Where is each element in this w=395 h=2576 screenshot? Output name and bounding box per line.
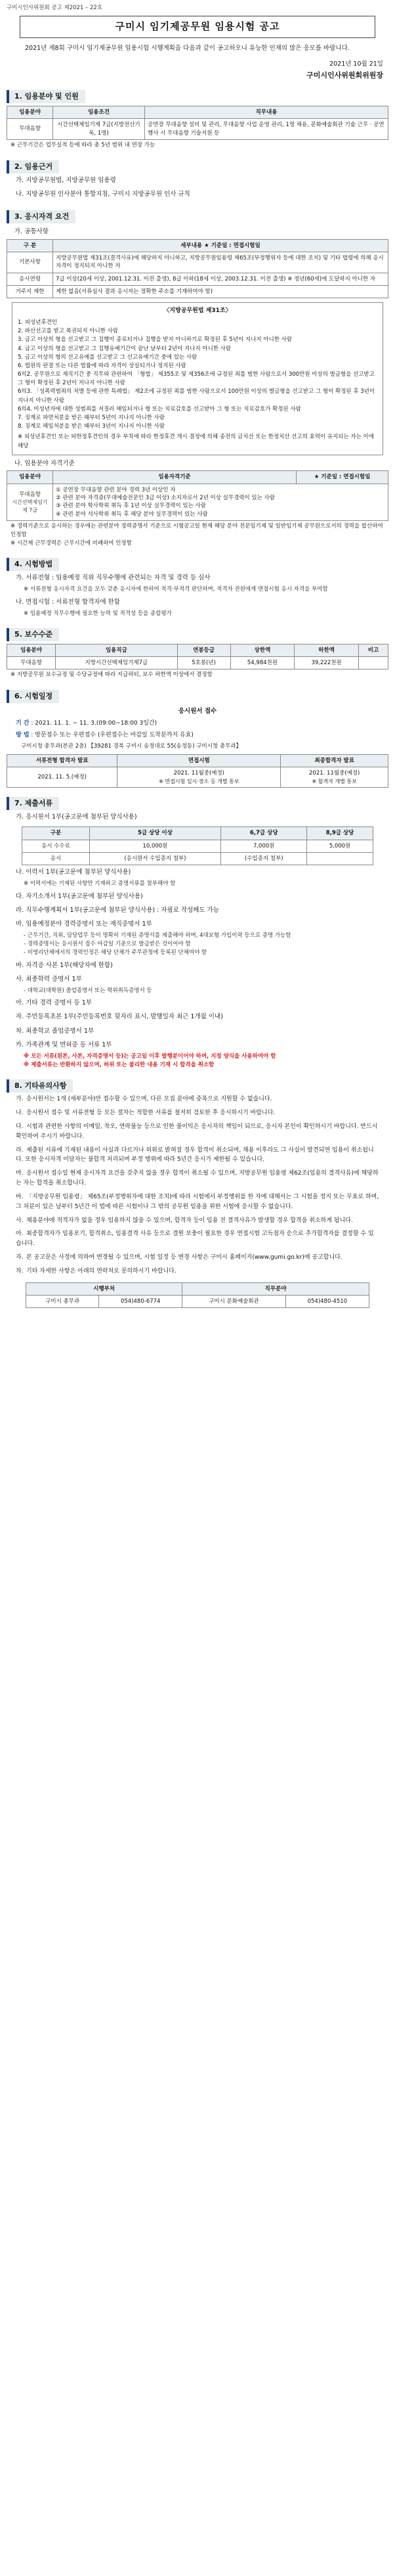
notice-index: 나. (16, 1110, 24, 1117)
table-header: 상한액 (230, 644, 295, 656)
table-cell: 5호봉(년) (177, 657, 230, 669)
exam-method-note: ※ 서류전형 응시자격 요건을 모두 갖춘 응시자에 한하여 적격·부적격 판단하며, 적격자 전원에게 면접시험 응시 자격을 부여함 (24, 586, 328, 593)
table-row (7, 119, 388, 140)
table-header: 직무분야 (182, 1282, 369, 1295)
table-row (7, 285, 388, 298)
document-item: 나. 이력서 1부(공고문에 첨부된 양식사용) (16, 869, 131, 876)
table-header: 8,9급 상당 (307, 827, 373, 840)
document-note: ※ 이력서에는 기재된 사항만 기재하고 증명서류를 첨부해야 함 (24, 880, 176, 888)
section-notices (7, 1079, 388, 1308)
intro-text: 2021년 제8회 구미시 임기제공무원 임용시험 시행계획을 다음과 같이 공고하오니 유능한 인재의 많은 응모를 바랍니다. (25, 45, 350, 53)
section-schedule (7, 690, 388, 788)
table-cell: 거주지 제한 (7, 285, 53, 298)
qualification-table (7, 470, 388, 521)
document-item: 카. 가족관계 및 면허증 등 서류 1부 (16, 1041, 112, 1049)
document-item: 차. 최종학교 졸업증명서 1부 (16, 1027, 94, 1035)
table-header: 서류전형 합격자 발표 (7, 754, 117, 767)
qualification-condition: 시간선택제임기제 7급 (12, 499, 48, 513)
table-cell: 054)480-4510 (285, 1296, 369, 1308)
table-cell: 7,000원 (221, 840, 307, 852)
document-warning: ※ 모든 서류(원본, 사본, 자격증명서 등)는 공고일 이후 발행분이어야 하며, 지정 양식을 사용하여야 함 ※ 제출서류는 반환하지 않으며, 허위 또는 불리한 내용 기재 시 합격을 취소함 (24, 1052, 276, 1069)
notice-item (7, 1251, 388, 1265)
table-row (7, 273, 388, 285)
legal-basis-item: 나. 지방공무원 인사분야 통합지침, 구미시 지방공무원 인사 규칙 (16, 190, 190, 198)
section-heading: 2. 임용근거 (7, 160, 59, 173)
table-cell: 지방시간선택제임기제7급 (56, 657, 177, 669)
fee-table (22, 826, 373, 865)
table-header: 임용분야 (7, 644, 56, 656)
notice-text: 기타 자세한 사항은 아래의 연락처로 문의하시기 바랍니다. (26, 1267, 177, 1275)
submission-place: 구미시청 총무과(본관 2층) 【39281 경북 구미시 송정대로 55(송정동) 구미시청 총무과】 (21, 742, 241, 750)
section-qualifications (7, 210, 388, 549)
notice-item (7, 1120, 388, 1144)
schedule-method: 방 법 : 방문접수 또는 우편접수 (우편접수는 마감일 도착분까지 유효) (16, 732, 194, 739)
contact-table (26, 1282, 369, 1309)
salary-table (7, 644, 388, 670)
issuing-organization: 구미시인사위원회위원장 (306, 71, 383, 80)
box-line: 6의3. 「성폭력범죄의 처벌 등에 관한 특례법」 제2조에 규정된 죄를 범한 사람으로서 100만원 이상의 벌금형을 선고받고 그 형이 확정된 후 3년이 지나지 아니한 사람 (18, 388, 375, 404)
notice-item (7, 1106, 388, 1120)
document-note: - 대학교(대학원) 졸업증명서 또는 학위취득증명서 등 (24, 987, 152, 994)
notice-text: 채용분야에 적격자가 없을 경우 임용하지 않을 수 있으며, 합격자 등이 임용 전 결격사유가 발생할 경우 합격을 취소하게 됩니다. (26, 1217, 353, 1224)
notice-item (7, 1227, 388, 1251)
table-row (7, 484, 388, 520)
schedule-date: 2021. 11. 5.(예정) (37, 773, 87, 780)
table-cell: 제한 없음(서류심사 결과 응시자는 정확한 주소를 기재하여야 함) (53, 285, 388, 298)
schedule-table (7, 754, 388, 788)
table-header: 5급 상당 이상 (89, 827, 220, 840)
table-row (26, 1296, 369, 1308)
document-item: 아. 기타 경력 증명서 등 1부 (16, 999, 92, 1007)
table-cell: ① 공연장 무대음향 관련 분야 경력 3년 이상인 자 ② 관련 분야 자격증(무대예술전문인 3급 이상) 소지자로서 2년 이상 실무경력이 있는 사람 ③ 관련 분야 학사학위 취득 후 1년 이상 실무경력이 있는 사람 ④ 관련 분야 석사학위 취득 후 해당 분야 실무경력이 있는 사람 (53, 484, 388, 520)
section-heading: 1. 임용분야 및 인원 (7, 90, 85, 103)
notice-item (7, 1190, 388, 1214)
schedule-note: ※ 합격자 개별 통보 (312, 778, 357, 784)
schedule-title: 응시원서 접수 (178, 708, 217, 715)
document-note: - 근무기간, 직위, 담당업무 등이 명확히 기재된 증명서를 제출해야 하며, 4대보험 가입이력 등으로 증명 가능함 - 경력증명서는 응시원서 접수 마감일 기준으로 발급받은 것이어야 함 - 비영리단체에서의 경력인정은 해당 단체가 주무관청에 등록된 단체여야 함 (24, 932, 291, 957)
table-row (7, 252, 388, 273)
qualification-note: ※ 경력기준으로 응시하는 경우에는 관련분야 경력증명서 기준으로 시험공고일 현재 해당 분야 전문임기제 및 일반임기제 공무원으로서의 경력을 합산하여 인정함 ※ 시간제 근무경력은 근무시간에 비례하여 인정함 (10, 523, 383, 547)
table-cell: 응시연령 (7, 273, 53, 285)
section-heading: 5. 보수수준 (7, 628, 59, 641)
table-header: 구 분 (7, 239, 53, 252)
common-requirements-table (7, 239, 388, 299)
exam-method-item: 나. 면접시험 : 서류전형 합격자에 한함 (16, 598, 120, 606)
document-item: 다. 자기소개서 1부(공고문에 첨부된 양식사용) (16, 892, 143, 900)
subsection-title: 나. 임용분야 자격기준 (14, 459, 75, 467)
table-header: 임용직급 (56, 644, 177, 656)
box-line: 3. 금고 이상의 형을 선고받고 그 집행이 종료되거나 집행을 받지 아니하기로 확정된 후 5년이 지나지 아니한 사람 (18, 336, 293, 344)
method-label: 방 법 (16, 732, 30, 739)
table-header: 시행부처 (26, 1282, 182, 1295)
table-header: 세부내용 ★ 기준일 : 면접시험일 (53, 239, 388, 252)
document-item: 마. 임용예정분야 경력증명서 또는 재직증명서 1부 (16, 920, 152, 928)
schedule-date: 2021. 11월중(예정) (309, 770, 360, 777)
box-line: 6의4. 미성년자에 대한 성범죄를 저질러 해임되거나 형 또는 치료감호를 선고받아 그 형 또는 치료감호가 확정된 사람 (18, 405, 301, 413)
document-number: 구미시인사위원회 공고 제2021 – 22호 (7, 5, 103, 11)
table-header: 하한액 (295, 644, 359, 656)
table-header: 직무내용 (145, 106, 388, 118)
section-exam-method (7, 558, 388, 619)
box-line: 6. 법원의 판결 또는 다른 법률에 따라 자격이 상실되거나 정지된 사람 (18, 362, 186, 369)
notice-text: 응시원서 접수 및 서류전형 등 모든 절차는 적합한 서류를 철저히 검토한 후 응시하시기 바랍니다. (26, 1110, 276, 1117)
notice-text: 최종합격자가 임용포기, 합격취소, 임용결격 사유 등으로 결원 보충이 필요한 경우 면접시험 고득점자 순으로 추가합격자를 결정할 수 있습니다. (16, 1231, 374, 1248)
table-header: 면접시험 (117, 754, 281, 767)
table-cell: 응시 수수료 (22, 840, 89, 852)
notice-index: 라. (16, 1146, 24, 1154)
notice-index: 차. (16, 1267, 24, 1275)
notice-text: 「지방공무원 임용령」 제65조(부정행위자에 대한 조치)에 따라 시험에서 부정행위를 한 자에 대해서는 그 시험을 정지 또는 무효로 하며, 그 처분이 있은 날부터 5년간 이 법에 따른 시험이나 그 밖의 공무원 임용을 위한 시험에 응시할 수 없습니다. (16, 1193, 379, 1210)
document-item: 자. 주민등록초본 1부(주민등록번호 뒷자리 표시, 발행일자 최근 1개월 이내) (16, 1013, 223, 1021)
notice-text: 본 공고문은 사정에 의하여 변경될 수 있으며, 시험 일정 등 변경 사항은 구미시 홈페이지(www.gumi.go.kr)에 공고합니다. (26, 1254, 343, 1261)
table-cell (307, 852, 373, 865)
table-cell: 기본사항 (7, 252, 53, 273)
section-legal-basis (7, 160, 388, 201)
table-cell (117, 767, 281, 788)
table-row (7, 657, 388, 669)
table-row (22, 852, 373, 865)
table-cell: 054)480-6774 (99, 1296, 182, 1308)
salary-note: ※ 지방공무원 보수규정 및 수당규정에 따라 지급하되, 보수 하한액 이상에서 결정함 (10, 671, 213, 679)
section-documents (7, 797, 388, 1070)
table-cell: 공연장 무대음향 설비 및 관리, 무대음향 사업 운영 관리, 1명 채용, 문화예술회관 기술 근무 · 공연 행사 시 무대음향 기술지원 등 (145, 119, 388, 140)
table-header: 임용분야 (7, 106, 53, 118)
notice-text: 제출된 서류에 기재된 내용이 사실과 다르거나 허위로 밝혀질 경우 합격이 취소되며, 채용 이후라도 그 사실이 발견되면 임용이 취소됩니다. 또한 응시자격 미달자는 불합격 처리되며 부정 행위에 따라 5년간 응시가 제한될 수 있습니다. (16, 1146, 374, 1164)
notice-index: 아. (16, 1231, 24, 1238)
method-value: 방문접수 또는 우편접수 (우편접수는 마감일 도착분까지 유효) (35, 732, 194, 739)
table-header: 최종합격자 발표 (281, 754, 388, 767)
notice-index: 마. (16, 1170, 24, 1177)
section-heading: 4. 시험방법 (7, 558, 59, 571)
box-line: 7. 징계로 파면처분을 받은 때부터 5년이 지나지 아니한 사람 (18, 414, 165, 421)
box-title: 〈지방공무원법 제31조〉 (163, 307, 232, 315)
schedule-period: 기 간 : 2021. 11. 1. ~ 11. 3.(09:00~18:00 3일간) (16, 719, 157, 727)
notice-item (7, 1265, 388, 1278)
table-cell (281, 767, 388, 788)
table-cell: 무대음향 (7, 657, 56, 669)
table-header: 비고 (358, 644, 388, 656)
section-salary (7, 628, 388, 681)
schedule-note: ※ 면접시험 일시·장소 등 개별 통보 (159, 778, 239, 784)
section-heading: 6. 시험일정 (7, 690, 59, 703)
table-cell: 무대음향 (7, 119, 53, 140)
table-cell: 응시 (22, 852, 89, 865)
box-line: 2. 파산선고를 받고 복권되지 아니한 사람 (18, 328, 118, 335)
notice-index: 다. (16, 1123, 24, 1130)
document-item: 라. 직무수행계획서 1부(공고문에 첨부된 양식사용) : 자필로 작성해도 가능 (16, 906, 219, 914)
table-cell: 10,000원 (89, 840, 220, 852)
schedule-date: 2021. 11월중(예정) (173, 770, 225, 777)
period-label: 기 간 (16, 719, 30, 727)
exam-method-note: ※ 임용예정 직무수행에 필요한 능력 및 적격성 등을 종합평가 (24, 610, 172, 617)
table-cell: 39,222천원 (295, 657, 359, 669)
subsection-title: 가. 공통사항 (14, 227, 49, 235)
table-cell (7, 767, 117, 788)
table-row (22, 840, 373, 852)
table-cell: (수입증지 첨부) (221, 852, 307, 865)
period-value: 2021. 11. 1. ~ 11. 3.(09:00~18:00 3일간) (35, 719, 157, 727)
notice-item (7, 1167, 388, 1190)
positions-table (7, 106, 388, 140)
notice-text: 시험과 관련한 사항의 이메일, 착오, 연락불능 등으로 인한 불이익은 응시자의 책임이 되므로, 응시자 본인이 확인하시기 바랍니다. 반드시 확인하여 주시기 바랍니다. (16, 1123, 378, 1140)
table-header: 구분 (22, 827, 89, 840)
table-cell: 시간선택제임기제 7급(지방전산기록, 1명) (53, 119, 145, 140)
box-tail-note: ※ 피성년후견인 또는 피한정후견인의 경우 부칙에 따라 한정후견 개시 결정에 의해 종전의 금치산 또는 한정치산 선고의 효력이 유지되는 자는 이에 해당 (18, 434, 374, 449)
table-header: 임용자격기준 (53, 471, 297, 484)
table-row (7, 767, 388, 788)
table-header: 임용조건 (53, 106, 145, 118)
notice-text: 응시원서 접수일 현재 응시자격 요건을 갖추지 않을 경우 합격이 취소될 수 있으며, 지방공무원 임용령 제62조(임용의 결격사유)에 해당하는 자는 합격을 취소합니다. (16, 1170, 379, 1187)
table-cell: 구미시 문화예술회관 (182, 1296, 286, 1308)
section-positions (7, 90, 388, 151)
document-item: 바. 자격증 사본 1부(해당자에 한함) (16, 961, 113, 969)
document-item: 사. 최종학력 증명서 1부 (16, 975, 82, 983)
page-title: 구미시 임기제공무원 임용시험 공고 (20, 16, 375, 38)
table-cell (7, 484, 53, 520)
table-header: 연봉등급 (177, 644, 230, 656)
table-cell (358, 657, 388, 669)
notice-item (7, 1144, 388, 1167)
document-item: 가. 응시원서 1부(공고문에 첨부된 양식사용) (16, 813, 137, 821)
notice-text: 응시원서는 1개 (세부분야)만 접수할 수 있으며, 다른 모집 분야에 중복으로 지원할 수 없습니다. (26, 1096, 272, 1103)
box-line: 1. 피성년후견인 (18, 319, 58, 327)
section-heading: 3. 응시자격 요건 (7, 210, 75, 223)
table-cell: 7급 이상(20세 이상, 2001.12.31. 이전 출생), 8급 이하(18세 이상, 2003.12.31. 이전 출생) ※ 정년(60세)에 도달하지 아니한 자 (53, 273, 388, 285)
table-cell: 5,000원 (307, 840, 373, 852)
legal-basis-item: 가. 지방공무원법, 지방공무원 임용령 (16, 176, 116, 184)
notice-item (7, 1214, 388, 1228)
table-cell: 구미시 총무과 (26, 1296, 99, 1308)
table-header: 6,7급 상당 (221, 827, 307, 840)
announcement-date: 2021년 10월 21일 (329, 60, 383, 68)
section-heading: 8. 기타유의사항 (7, 1079, 73, 1093)
box-line: 8. 징계로 해임처분을 받은 때부터 3년이 지나지 아니한 사람 (18, 423, 165, 430)
positions-note: ※ 근무기간은 업무실적 등에 따라 총 5년 범위 내 연장 가능 (10, 141, 156, 148)
table-header: ★ 기준일 : 면접시험일 (297, 471, 388, 484)
notice-index: 가. (16, 1096, 24, 1103)
notice-item (7, 1093, 388, 1106)
notice-index: 바. (16, 1193, 24, 1200)
box-line: 4. 금고 이상의 형을 선고받고 그 집행유예기간이 끝난 날부터 2년이 지나지 아니한 사람 (18, 345, 232, 352)
notice-index: 사. (16, 1217, 24, 1224)
exam-method-item: 가. 서류전형 : 임용예정 직위 직무수행에 관련되는 자격 및 경력 등 심사 (16, 574, 211, 582)
section-heading: 7. 제출서류 (7, 797, 59, 810)
table-cell: 지방공무원법 제31조(결격사유)에 해당하지 아니하고, 지방공무원임용령 제65조(부정행위자 등에 대한 조치) 및 기타 법령에 의해 응시자격이 정지되지 아니한 자 (53, 252, 388, 273)
table-cell: (응시원서 수입증지 첨부) (89, 852, 220, 865)
notice-index: 자. (16, 1254, 24, 1261)
box-line: 6의2. 공무원으로 재직기간 중 직무와 관련하여 「형법」 제355조 및 제356조에 규정된 죄를 범한 사람으로서 300만원 이상의 벌금형을 선고받고 그 형이 확정된 후 2년이 지나지 아니한 사람 (18, 371, 375, 387)
qualification-field: 무대음향 (19, 491, 41, 498)
disqualification-box (12, 302, 383, 455)
table-cell: 54,984천원 (230, 657, 295, 669)
box-line: 5. 금고 이상의 형의 선고유예를 선고받고 그 선고유예기간 중에 있는 사람 (18, 353, 198, 361)
table-header: 임용분야 (7, 471, 53, 484)
